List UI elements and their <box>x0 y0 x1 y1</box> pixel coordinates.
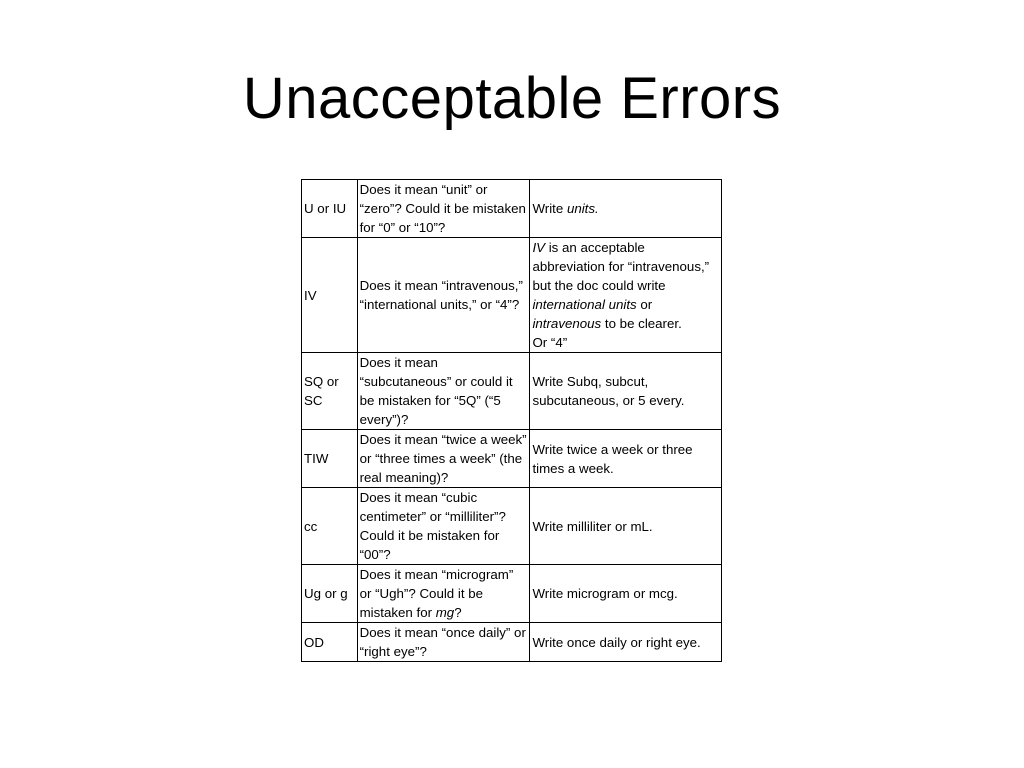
fix-text-italic: intravenous <box>532 316 602 331</box>
fix-text: Or “4” <box>532 335 568 350</box>
table-row <box>302 623 722 662</box>
table-row <box>302 180 722 238</box>
fix-text: to be clearer. <box>601 316 682 331</box>
problem-cell: Does it mean “intravenous,” “international units,” or “4”? <box>357 238 530 353</box>
problem-cell: Does it mean “unit” or “zero”? Could it be mistaken for “0” or “10”? <box>357 180 530 238</box>
abbreviation-cell: Ug or g <box>302 565 358 623</box>
abbreviation-cell: TIW <box>302 430 358 488</box>
abbreviation-cell: IV <box>302 238 358 353</box>
problem-text: Does it mean “microgram” or “Ugh”? Could it be mistaken for <box>359 567 514 620</box>
fix-cell <box>530 238 722 353</box>
table-body <box>302 180 722 662</box>
table-row <box>302 565 722 623</box>
fix-text-italic: IV <box>532 240 546 255</box>
abbreviation-errors-table <box>301 179 722 662</box>
problem-cell <box>357 565 530 623</box>
fix-text: Write <box>532 201 567 216</box>
fix-cell: Write milliliter or mL. <box>530 488 722 565</box>
problem-cell: Does it mean “subcutaneous” or could it be mistaken for “5Q” (“5 every”)? <box>357 353 530 430</box>
problem-text-italic: mg <box>435 605 455 620</box>
fix-cell: Write twice a week or three times a week. <box>530 430 722 488</box>
fix-cell: Write Subq, subcut, subcutaneous, or 5 every. <box>530 353 722 430</box>
fix-text: is an acceptable abbreviation for “intravenous,” but the doc could write <box>532 240 710 293</box>
problem-text: ? <box>454 605 462 620</box>
problem-cell: Does it mean “cubic centimeter” or “milliliter”? Could it be mistaken for “00”? <box>357 488 530 565</box>
table-row <box>302 238 722 353</box>
abbreviation-cell: SQ or SC <box>302 353 358 430</box>
problem-cell: Does it mean “once daily” or “right eye”? <box>357 623 530 662</box>
table-row <box>302 430 722 488</box>
fix-text-italic: international units <box>532 297 637 312</box>
table-row <box>302 353 722 430</box>
table-row <box>302 488 722 565</box>
abbreviation-cell: cc <box>302 488 358 565</box>
problem-cell: Does it mean “twice a week” or “three times a week” (the real meaning)? <box>357 430 530 488</box>
abbreviation-cell: U or IU <box>302 180 358 238</box>
fix-cell: Write once daily or right eye. <box>530 623 722 662</box>
abbreviation-cell: OD <box>302 623 358 662</box>
slide-title: Unacceptable Errors <box>242 66 782 131</box>
fix-cell: Write microgram or mcg. <box>530 565 722 623</box>
fix-cell <box>530 180 722 238</box>
fix-text-italic: units. <box>566 201 599 216</box>
fix-text: or <box>636 297 653 312</box>
